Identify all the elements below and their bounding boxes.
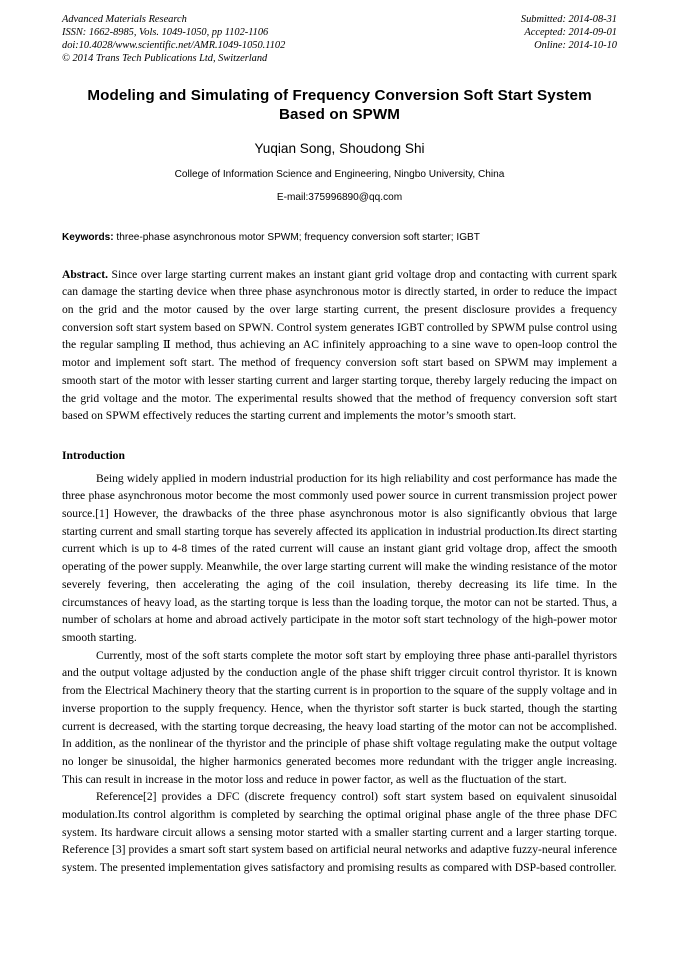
abstract-block <box>62 266 617 425</box>
intro-paragraph-2: Currently, most of the soft starts complete the motor soft start by employing three phase anti-parallel thyristors and the output voltage adjusted by the conduction angle of the phase shift trigger circuit control thyristor. It is known from the Electrical Machinery theory that the starting current is in proportion to the square of the supply voltage and in inverse proportion to the supply frequency. Hence, when the thyristor soft starter is buck started, though the starting current is decreased, with the starting torque decreasing, the heavy load starting of the motor can not be accomplished. In addition, as the nonlinear of the thyristor and the principle of phase shift voltage regulating make the output voltage no longer be sinusoidal, the higher harmonics generated becomes more redundant with the trigger angle increasing. This can result in increase in the motor loss and reduce in power factor, as well as the fluctuation of the start. <box>62 648 617 786</box>
affiliation: College of Information Science and Engineering, Ningbo University, China <box>174 168 505 180</box>
abstract-label: Abstract. <box>62 267 109 281</box>
keywords-label: Keywords: <box>62 231 114 243</box>
submitted-date: Submitted: 2014-08-31 <box>520 14 617 25</box>
journal-header-right <box>521 14 617 53</box>
accepted-date: Accepted: 2014-09-01 <box>524 26 617 38</box>
intro-paragraph-1: Being widely applied in modern industrial production for its high reliability and cost performance has made the three phase asynchronous motor become the most commonly used power source in current transmission project power source.[1] However, the drawbacks of the three phase asynchronous motor is also significantly obvious that large starting current and small starting torque has severely affected its application in industrial production.Its direct starting current which is up to 4-8 times of the rated current will cause an instant giant grid voltage drop, affect the smooth operating of the power supply. Meanwhile, the over large starting current will make the winding resistance of the motor severely fevering, then accelerating the aging of the coil insulation, thereby decreasing its life time. In the circumstances of heavy load, as the starting torque is less than the loading torque, the motor can not be started. Thus, a number of scholars at home and abroad actively participate in the motor soft start technology of the high-power motor smooth starting. <box>62 471 617 644</box>
keywords-text: three-phase asynchronous motor SPWM; frequency conversion soft starter; IGBT <box>113 231 480 243</box>
keywords-line <box>62 231 617 245</box>
journal-header <box>62 14 617 66</box>
online-date: Online: 2014-10-10 <box>534 39 617 51</box>
contact-email: E-mail:375996890@qq.com <box>276 191 403 203</box>
author-list: Yuqian Song, Shoudong Shi <box>254 140 425 156</box>
journal-name: Advanced Materials Research <box>62 14 187 25</box>
journal-issn: ISSN: 1662-8985, Vols. 1049-1050, pp 1102-1106 <box>62 26 269 38</box>
section-heading-introduction: Introduction <box>62 448 125 462</box>
abstract-text: Since over large starting current makes an instant giant grid voltage drop and contacting with current spark can damage the starting device when three phase asynchronous motor is directly started, in order to reduce the impact on the grid and the motor caused by the over large starting current, the present disclosure provides a frequency conversion soft start system based on SPWN. Control system generates IGBT controlled by SPWM pulse control using the regular sampling Ⅱ method, thus achieving an AC infinitely approaching to a sine wave to open-loop control the motor and implement soft start. The method of frequency conversion soft start based on SPWM may implement a smooth start of the motor with lesser starting current and larger starting torque, thereby largely reducing the impact on the grid voltage and the motor. The experimental results showed that the method of frequency conversion soft start based on SPWM effectively reduces the starting current and implements the motor’s smooth start. <box>62 267 617 423</box>
journal-copyright: © 2014 Trans Tech Publications Ltd, Switzerland <box>62 52 268 64</box>
page-title: Modeling and Simulating of Frequency Conversion Soft Start System Based on SPWM <box>87 86 592 124</box>
intro-paragraph-3: Reference[2] provides a DFC (discrete frequency control) soft start system based on equivalent sinusoidal modulation.Its control algorithm is completed by searching the optimal original phase angle of the three phase DFC system. Its hardware circuit allows a sensing motor started with a smaller starting current and a larger starting torque. Reference [3] provides a smart soft start system based on artificial neural networks and adaptive fuzzy-neural inference system. The presented implementation gives satisfactory and promising results as compared with DSP-based controller. <box>62 790 617 875</box>
journal-header-left <box>62 14 285 66</box>
journal-doi: doi:10.4028/www.scientific.net/AMR.1049-1050.1102 <box>62 39 286 51</box>
